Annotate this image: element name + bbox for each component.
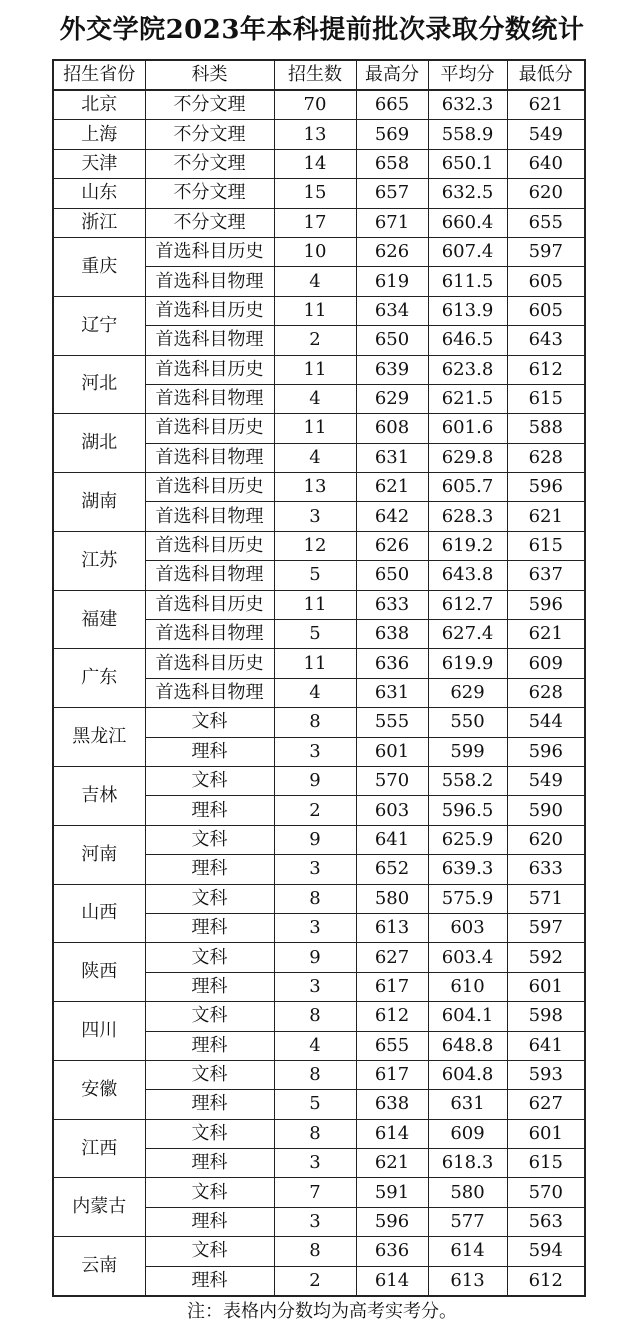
max-score-cell: 639 <box>356 355 428 384</box>
province-cell: 河北 <box>53 355 145 414</box>
enrollment-count-cell: 9 <box>274 825 356 854</box>
max-score-cell: 671 <box>356 208 428 237</box>
subject-type-cell: 首选科目物理 <box>145 502 274 531</box>
province-cell: 黑龙江 <box>53 708 145 767</box>
avg-score-cell: 625.9 <box>428 825 507 854</box>
enrollment-count-cell: 3 <box>274 855 356 884</box>
min-score-cell: 628 <box>507 678 585 707</box>
avg-score-cell: 619.9 <box>428 649 507 678</box>
min-score-cell: 640 <box>507 149 585 178</box>
min-score-cell: 609 <box>507 649 585 678</box>
enrollment-count-cell: 14 <box>274 149 356 178</box>
enrollment-count-cell: 8 <box>274 1002 356 1031</box>
subject-type-cell: 首选科目历史 <box>145 296 274 325</box>
min-score-cell: 570 <box>507 1178 585 1207</box>
max-score-cell: 638 <box>356 1090 428 1119</box>
province-cell: 安徽 <box>53 1060 145 1119</box>
province-cell: 四川 <box>53 1002 145 1061</box>
max-score-cell: 580 <box>356 884 428 913</box>
avg-score-cell: 558.2 <box>428 766 507 795</box>
enrollment-count-cell: 2 <box>274 796 356 825</box>
max-score-cell: 621 <box>356 1149 428 1178</box>
enrollment-count-cell: 4 <box>274 678 356 707</box>
subject-type-cell: 不分文理 <box>145 208 274 237</box>
enrollment-count-cell: 10 <box>274 237 356 266</box>
subject-type-cell: 不分文理 <box>145 149 274 178</box>
table-row <box>53 1178 585 1207</box>
min-score-cell: 605 <box>507 296 585 325</box>
avg-score-cell: 612.7 <box>428 590 507 619</box>
avg-score-cell: 613.9 <box>428 296 507 325</box>
min-score-cell: 612 <box>507 355 585 384</box>
min-score-cell: 655 <box>507 208 585 237</box>
enrollment-count-cell: 8 <box>274 1060 356 1089</box>
subject-type-cell: 理科 <box>145 972 274 1001</box>
enrollment-count-cell: 11 <box>274 414 356 443</box>
min-score-cell: 627 <box>507 1090 585 1119</box>
header-max-score: 最高分 <box>356 60 428 90</box>
min-score-cell: 615 <box>507 384 585 413</box>
max-score-cell: 652 <box>356 855 428 884</box>
max-score-cell: 636 <box>356 649 428 678</box>
header-row <box>53 60 585 90</box>
subject-type-cell: 首选科目物理 <box>145 678 274 707</box>
enrollment-count-cell: 8 <box>274 1119 356 1148</box>
subject-type-cell: 理科 <box>145 1090 274 1119</box>
page-title: 外交学院2023年本科提前批次录取分数统计 <box>59 15 585 45</box>
max-score-cell: 629 <box>356 384 428 413</box>
max-score-cell: 614 <box>356 1119 428 1148</box>
max-score-cell: 603 <box>356 796 428 825</box>
header-min-score: 最低分 <box>507 60 585 90</box>
avg-score-cell: 580 <box>428 1178 507 1207</box>
avg-score-cell: 650.1 <box>428 149 507 178</box>
avg-score-cell: 629.8 <box>428 443 507 472</box>
subject-type-cell: 文科 <box>145 1002 274 1031</box>
enrollment-count-cell: 2 <box>274 326 356 355</box>
subject-type-cell: 不分文理 <box>145 120 274 149</box>
min-score-cell: 628 <box>507 443 585 472</box>
avg-score-cell: 609 <box>428 1119 507 1148</box>
min-score-cell: 621 <box>507 620 585 649</box>
province-cell: 云南 <box>53 1237 145 1296</box>
enrollment-count-cell: 11 <box>274 296 356 325</box>
max-score-cell: 612 <box>356 1002 428 1031</box>
max-score-cell: 614 <box>356 1266 428 1296</box>
subject-type-cell: 理科 <box>145 796 274 825</box>
enrollment-count-cell: 13 <box>274 120 356 149</box>
enrollment-count-cell: 4 <box>274 267 356 296</box>
subject-type-cell: 首选科目物理 <box>145 620 274 649</box>
enrollment-count-cell: 3 <box>274 737 356 766</box>
subject-type-cell: 理科 <box>145 1149 274 1178</box>
enrollment-count-cell: 4 <box>274 384 356 413</box>
min-score-cell: 590 <box>507 796 585 825</box>
subject-type-cell: 首选科目物理 <box>145 326 274 355</box>
avg-score-cell: 603 <box>428 913 507 942</box>
min-score-cell: 597 <box>507 237 585 266</box>
avg-score-cell: 632.3 <box>428 90 507 120</box>
subject-type-cell: 文科 <box>145 708 274 737</box>
avg-score-cell: 660.4 <box>428 208 507 237</box>
avg-score-cell: 550 <box>428 708 507 737</box>
subject-type-cell: 首选科目历史 <box>145 355 274 384</box>
enrollment-count-cell: 13 <box>274 473 356 502</box>
subject-type-cell: 首选科目历史 <box>145 531 274 560</box>
max-score-cell: 596 <box>356 1207 428 1236</box>
header-avg-score: 平均分 <box>428 60 507 90</box>
subject-type-cell: 首选科目历史 <box>145 237 274 266</box>
max-score-cell: 655 <box>356 1031 428 1060</box>
max-score-cell: 627 <box>356 943 428 972</box>
avg-score-cell: 610 <box>428 972 507 1001</box>
avg-score-cell: 605.7 <box>428 473 507 502</box>
subject-type-cell: 文科 <box>145 1237 274 1266</box>
avg-score-cell: 618.3 <box>428 1149 507 1178</box>
table-row <box>53 590 585 619</box>
table-row <box>53 708 585 737</box>
province-cell: 河南 <box>53 825 145 884</box>
avg-score-cell: 628.3 <box>428 502 507 531</box>
table-row <box>53 825 585 854</box>
table-row <box>53 473 585 502</box>
subject-type-cell: 理科 <box>145 1031 274 1060</box>
table-row <box>53 120 585 149</box>
table-row <box>53 179 585 208</box>
min-score-cell: 592 <box>507 943 585 972</box>
subject-type-cell: 文科 <box>145 1060 274 1089</box>
subject-type-cell: 首选科目历史 <box>145 649 274 678</box>
subject-type-cell: 首选科目历史 <box>145 414 274 443</box>
max-score-cell: 626 <box>356 531 428 560</box>
min-score-cell: 598 <box>507 1002 585 1031</box>
avg-score-cell: 611.5 <box>428 267 507 296</box>
header-enrollment-count: 招生数 <box>274 60 356 90</box>
enrollment-count-cell: 12 <box>274 531 356 560</box>
min-score-cell: 605 <box>507 267 585 296</box>
avg-score-cell: 623.8 <box>428 355 507 384</box>
table-row <box>53 649 585 678</box>
avg-score-cell: 646.5 <box>428 326 507 355</box>
table-row <box>53 1237 585 1266</box>
province-cell: 上海 <box>53 120 145 149</box>
max-score-cell: 617 <box>356 972 428 1001</box>
table-row <box>53 1119 585 1148</box>
province-cell: 湖北 <box>53 414 145 473</box>
enrollment-count-cell: 11 <box>274 590 356 619</box>
province-cell: 陕西 <box>53 943 145 1002</box>
enrollment-count-cell: 9 <box>274 766 356 795</box>
table-row <box>53 355 585 384</box>
min-score-cell: 594 <box>507 1237 585 1266</box>
province-cell: 江苏 <box>53 531 145 590</box>
admission-scores-table <box>52 59 586 1297</box>
table-header <box>53 60 585 90</box>
subject-type-cell: 首选科目物理 <box>145 267 274 296</box>
subject-type-cell: 文科 <box>145 766 274 795</box>
avg-score-cell: 558.9 <box>428 120 507 149</box>
min-score-cell: 620 <box>507 825 585 854</box>
avg-score-cell: 631 <box>428 1090 507 1119</box>
max-score-cell: 633 <box>356 590 428 619</box>
enrollment-count-cell: 3 <box>274 1149 356 1178</box>
avg-score-cell: 643.8 <box>428 561 507 590</box>
province-cell: 重庆 <box>53 237 145 296</box>
header-subject-type: 科类 <box>145 60 274 90</box>
avg-score-cell: 614 <box>428 1237 507 1266</box>
min-score-cell: 601 <box>507 972 585 1001</box>
max-score-cell: 621 <box>356 473 428 502</box>
min-score-cell: 593 <box>507 1060 585 1089</box>
min-score-cell: 596 <box>507 737 585 766</box>
max-score-cell: 631 <box>356 443 428 472</box>
table-row <box>53 414 585 443</box>
table-row <box>53 208 585 237</box>
subject-type-cell: 文科 <box>145 825 274 854</box>
enrollment-count-cell: 2 <box>274 1266 356 1296</box>
subject-type-cell: 不分文理 <box>145 179 274 208</box>
avg-score-cell: 621.5 <box>428 384 507 413</box>
subject-type-cell: 理科 <box>145 855 274 884</box>
table-row <box>53 296 585 325</box>
avg-score-cell: 599 <box>428 737 507 766</box>
min-score-cell: 621 <box>507 90 585 120</box>
max-score-cell: 658 <box>356 149 428 178</box>
enrollment-count-cell: 3 <box>274 502 356 531</box>
table-row <box>53 1060 585 1089</box>
max-score-cell: 613 <box>356 913 428 942</box>
min-score-cell: 549 <box>507 120 585 149</box>
enrollment-count-cell: 7 <box>274 1178 356 1207</box>
subject-type-cell: 首选科目物理 <box>145 443 274 472</box>
max-score-cell: 657 <box>356 179 428 208</box>
avg-score-cell: 604.1 <box>428 1002 507 1031</box>
avg-score-cell: 648.8 <box>428 1031 507 1060</box>
province-cell: 山东 <box>53 179 145 208</box>
min-score-cell: 620 <box>507 179 585 208</box>
max-score-cell: 608 <box>356 414 428 443</box>
avg-score-cell: 596.5 <box>428 796 507 825</box>
subject-type-cell: 首选科目物理 <box>145 561 274 590</box>
footnote: 注：表格内分数均为高考实考分。 <box>187 1301 457 1322</box>
subject-type-cell: 文科 <box>145 1178 274 1207</box>
province-cell: 吉林 <box>53 766 145 825</box>
subject-type-cell: 文科 <box>145 1119 274 1148</box>
avg-score-cell: 601.6 <box>428 414 507 443</box>
table-row <box>53 884 585 913</box>
min-score-cell: 633 <box>507 855 585 884</box>
avg-score-cell: 632.5 <box>428 179 507 208</box>
subject-type-cell: 理科 <box>145 1207 274 1236</box>
table-row <box>53 90 585 120</box>
enrollment-count-cell: 3 <box>274 913 356 942</box>
max-score-cell: 665 <box>356 90 428 120</box>
max-score-cell: 650 <box>356 561 428 590</box>
enrollment-count-cell: 8 <box>274 708 356 737</box>
enrollment-count-cell: 8 <box>274 1237 356 1266</box>
min-score-cell: 588 <box>507 414 585 443</box>
table-row <box>53 237 585 266</box>
subject-type-cell: 理科 <box>145 1266 274 1296</box>
enrollment-count-cell: 5 <box>274 1090 356 1119</box>
max-score-cell: 569 <box>356 120 428 149</box>
min-score-cell: 596 <box>507 473 585 502</box>
avg-score-cell: 575.9 <box>428 884 507 913</box>
subject-type-cell: 首选科目物理 <box>145 384 274 413</box>
min-score-cell: 612 <box>507 1266 585 1296</box>
subject-type-cell: 理科 <box>145 737 274 766</box>
enrollment-count-cell: 9 <box>274 943 356 972</box>
header-province: 招生省份 <box>53 60 145 90</box>
avg-score-cell: 577 <box>428 1207 507 1236</box>
province-cell: 湖南 <box>53 473 145 532</box>
table-row <box>53 766 585 795</box>
max-score-cell: 631 <box>356 678 428 707</box>
avg-score-cell: 629 <box>428 678 507 707</box>
min-score-cell: 597 <box>507 913 585 942</box>
subject-type-cell: 首选科目历史 <box>145 590 274 619</box>
enrollment-count-cell: 3 <box>274 972 356 1001</box>
table-row <box>53 943 585 972</box>
enrollment-count-cell: 5 <box>274 561 356 590</box>
table-row <box>53 531 585 560</box>
subject-type-cell: 文科 <box>145 884 274 913</box>
max-score-cell: 601 <box>356 737 428 766</box>
min-score-cell: 601 <box>507 1119 585 1148</box>
max-score-cell: 555 <box>356 708 428 737</box>
min-score-cell: 549 <box>507 766 585 795</box>
enrollment-count-cell: 15 <box>274 179 356 208</box>
avg-score-cell: 627.4 <box>428 620 507 649</box>
min-score-cell: 621 <box>507 502 585 531</box>
enrollment-count-cell: 8 <box>274 884 356 913</box>
min-score-cell: 637 <box>507 561 585 590</box>
min-score-cell: 641 <box>507 1031 585 1060</box>
min-score-cell: 563 <box>507 1207 585 1236</box>
table-row <box>53 1002 585 1031</box>
province-cell: 广东 <box>53 649 145 708</box>
min-score-cell: 544 <box>507 708 585 737</box>
province-cell: 内蒙古 <box>53 1178 145 1237</box>
min-score-cell: 615 <box>507 1149 585 1178</box>
subject-type-cell: 首选科目历史 <box>145 473 274 502</box>
enrollment-count-cell: 5 <box>274 620 356 649</box>
enrollment-count-cell: 70 <box>274 90 356 120</box>
avg-score-cell: 619.2 <box>428 531 507 560</box>
max-score-cell: 641 <box>356 825 428 854</box>
max-score-cell: 638 <box>356 620 428 649</box>
enrollment-count-cell: 3 <box>274 1207 356 1236</box>
max-score-cell: 642 <box>356 502 428 531</box>
max-score-cell: 619 <box>356 267 428 296</box>
min-score-cell: 596 <box>507 590 585 619</box>
province-cell: 福建 <box>53 590 145 649</box>
max-score-cell: 617 <box>356 1060 428 1089</box>
table-body <box>53 90 585 1296</box>
min-score-cell: 571 <box>507 884 585 913</box>
province-cell: 山西 <box>53 884 145 943</box>
max-score-cell: 591 <box>356 1178 428 1207</box>
enrollment-count-cell: 17 <box>274 208 356 237</box>
avg-score-cell: 613 <box>428 1266 507 1296</box>
enrollment-count-cell: 4 <box>274 1031 356 1060</box>
max-score-cell: 570 <box>356 766 428 795</box>
enrollment-count-cell: 11 <box>274 649 356 678</box>
max-score-cell: 650 <box>356 326 428 355</box>
province-cell: 浙江 <box>53 208 145 237</box>
table-row <box>53 149 585 178</box>
enrollment-count-cell: 11 <box>274 355 356 384</box>
max-score-cell: 626 <box>356 237 428 266</box>
avg-score-cell: 604.8 <box>428 1060 507 1089</box>
province-cell: 辽宁 <box>53 296 145 355</box>
province-cell: 天津 <box>53 149 145 178</box>
max-score-cell: 636 <box>356 1237 428 1266</box>
avg-score-cell: 639.3 <box>428 855 507 884</box>
min-score-cell: 615 <box>507 531 585 560</box>
subject-type-cell: 不分文理 <box>145 90 274 120</box>
province-cell: 江西 <box>53 1119 145 1178</box>
subject-type-cell: 理科 <box>145 913 274 942</box>
min-score-cell: 643 <box>507 326 585 355</box>
avg-score-cell: 607.4 <box>428 237 507 266</box>
max-score-cell: 634 <box>356 296 428 325</box>
subject-type-cell: 文科 <box>145 943 274 972</box>
avg-score-cell: 603.4 <box>428 943 507 972</box>
province-cell: 北京 <box>53 90 145 120</box>
enrollment-count-cell: 4 <box>274 443 356 472</box>
